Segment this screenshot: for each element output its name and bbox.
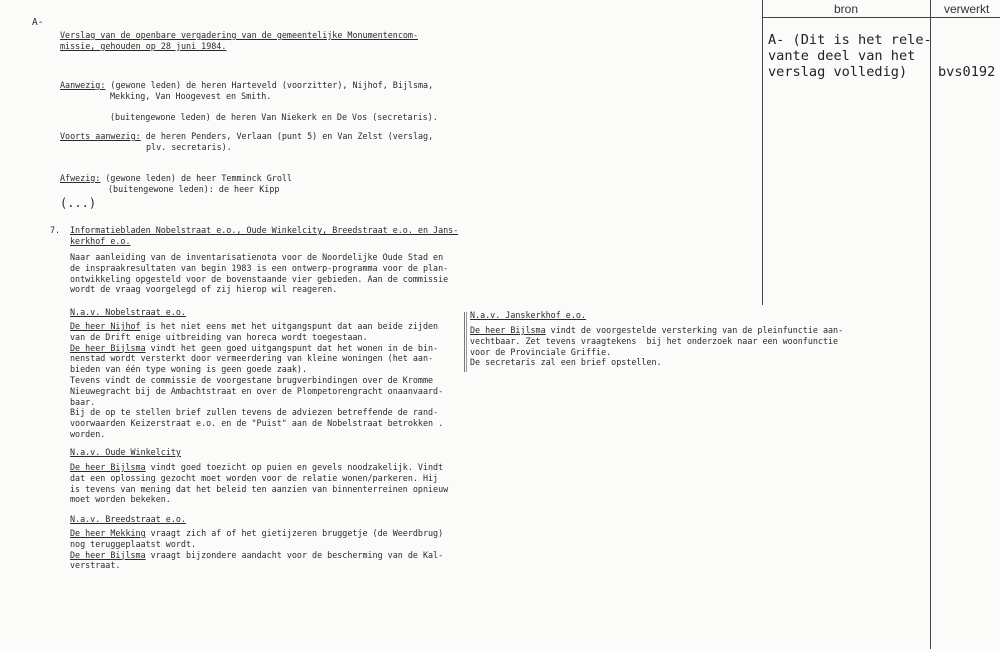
section-heading-janskerkhof: N.a.v. Janskerkhof e.o. (470, 310, 586, 320)
bron-note (768, 32, 932, 80)
ellipsis: (...) (60, 196, 97, 210)
intro-line: Naar aanleiding van de inventarisatienota voor de Noordelijke Oude Stad en (70, 252, 444, 262)
line-text: nog teruggeplaatst wordt. (70, 538, 197, 549)
line-text: voorwaarden Keizerstraat e.o. en de "Puist" aan de Nobelstraat betrokken . (70, 418, 444, 429)
line-text: vindt goed toezicht op puien en gevels noodzakelijk. Vindt (145, 462, 444, 472)
line-text: bieden van één type woning is geen goede zaak). (70, 364, 307, 375)
column-header-bron: bron (834, 2, 859, 16)
attendance-extraordinary: (buitengewone leden) de heren Van Niekerk en De Vos (secretaris). (110, 112, 438, 122)
line-text: De secretaris zal een brief opstellen. (470, 357, 662, 368)
absent-text: (gewone leden) de heer Temminck Groll (100, 173, 292, 183)
attendance-present (60, 80, 433, 102)
item-heading (70, 225, 458, 247)
attendance-absent (60, 173, 292, 195)
present-text: Mekking, Van Hoogevest en Smith. (110, 90, 272, 101)
line-text: is het niet eens met het uitgangspunt dat aan beide zijden (140, 321, 439, 331)
section-heading-oude-winkelcity: N.a.v. Oude Winkelcity (70, 447, 181, 457)
title-line: Verslag van de openbare vergadering van de gemeentelijke Monumentencom- (60, 30, 418, 40)
line-text: vechtbaar. Zet tevens vraagtekens bij het onderzoek naar een woonfunctie (470, 335, 839, 346)
line-text: baar. (70, 396, 96, 407)
intro-paragraph (70, 252, 448, 295)
also-label: Voorts aanwezig: (60, 131, 141, 141)
speaker: De heer Bijlsma (70, 342, 146, 353)
title-line: missie, gehouden op 28 juni 1984. (60, 40, 227, 51)
document-title (60, 30, 418, 52)
absent-label: Afwezig: (60, 173, 101, 183)
line-text: is tevens van mening dat het beleid ten aanzien van binnenterreinen opnieuw (70, 483, 449, 494)
line-text: moet worden bekeken. (70, 494, 171, 505)
speaker: De heer Bijlsma (70, 549, 146, 560)
line-text: vraagt zich af of het gietijzeren bruggetje (de Weerdbrug) (145, 528, 444, 538)
section-heading-nobelstraat: N.a.v. Nobelstraat e.o. (70, 307, 186, 317)
intro-line: wordt de vraag voorgelegd of zij hierop wil reageren. (70, 284, 338, 295)
line-text: van de Drift enige uitbreiding van horeca wordt toegestaan. (70, 331, 368, 342)
also-text: de heren Penders, Verlaan (punt 5) en Van Zelst (verslag, (140, 131, 434, 141)
also-text: plv. secretaris). (146, 141, 232, 152)
verwerkt-code: bvs0192 (938, 64, 996, 80)
line-text: vindt de voorgestelde versterking van de pleinfunctie aan- (545, 325, 844, 335)
margin-marker: A- (32, 17, 44, 28)
bron-note-line: A- (Dit is het rele- (768, 32, 932, 48)
section-oude-winkelcity (70, 462, 448, 505)
section-nobelstraat (70, 321, 443, 440)
line-text: Tevens vindt de commissie de voorgestane brugverbindingen over de Kromme (70, 374, 434, 385)
item-heading-line: Informatiebladen Nobelstraat e.o., Oude Winkelcity, Breedstraat e.o. en Jans- (70, 225, 459, 235)
intro-line: ontwikkeling opgesteld voor de bovenstaande vier gebieden. Aan de commissie (70, 273, 449, 284)
line-text: vindt het geen goed uitgangspunt dat het wonen in de bin- (145, 342, 439, 353)
attendance-also (60, 131, 433, 153)
absent-text: (buitengewone leden): de heer Kipp (108, 183, 280, 194)
speaker: De heer Mekking (70, 528, 146, 538)
present-label: Aanwezig: (60, 80, 106, 90)
present-text: (gewone leden) de heren Harteveld (voorzitter), Nijhof, Bijlsma, (105, 80, 434, 90)
column-header-verwerkt: verwerkt (944, 2, 990, 16)
line-text: vraagt bijzondere aandacht voor de bescherming van de Kal- (145, 549, 444, 560)
section-janskerkhof (470, 325, 843, 368)
line-text: Nieuwegracht bij de Ambachtstraat en over de Plompetorengracht onaanvaard- (70, 385, 444, 396)
speaker: De heer Nijhof (70, 321, 141, 331)
section-heading-breedstraat: N.a.v. Breedstraat e.o. (70, 514, 186, 524)
speaker: De heer Bijlsma (470, 325, 546, 335)
item-number: 7. (50, 225, 61, 235)
intro-line: de inspraakresultaten van begin 1983 is een ontwerp-programma voor de plan- (70, 262, 449, 273)
line-text: nenstad wordt versterkt door vermeerdering van kleine woningen (het aan- (70, 353, 434, 364)
bron-note-line: verslag volledig) (768, 64, 908, 80)
speaker: De heer Bijlsma (70, 462, 146, 472)
line-text: verstraat. (70, 560, 121, 571)
bron-note-line: vante deel van het (768, 48, 916, 64)
line-text: voor de Provinciale Griffie. (470, 346, 612, 357)
item-heading-line: kerkhof e.o. (70, 235, 131, 246)
line-text: worden. (70, 428, 106, 439)
line-text: Bij de op te stellen brief zullen tevens de adviezen betreffende de rand- (70, 407, 439, 418)
section-breedstraat (70, 528, 443, 571)
line-text: dat een oplossing gezocht moet worden voor de relatie wonen/parkeren. Hij (70, 472, 439, 483)
